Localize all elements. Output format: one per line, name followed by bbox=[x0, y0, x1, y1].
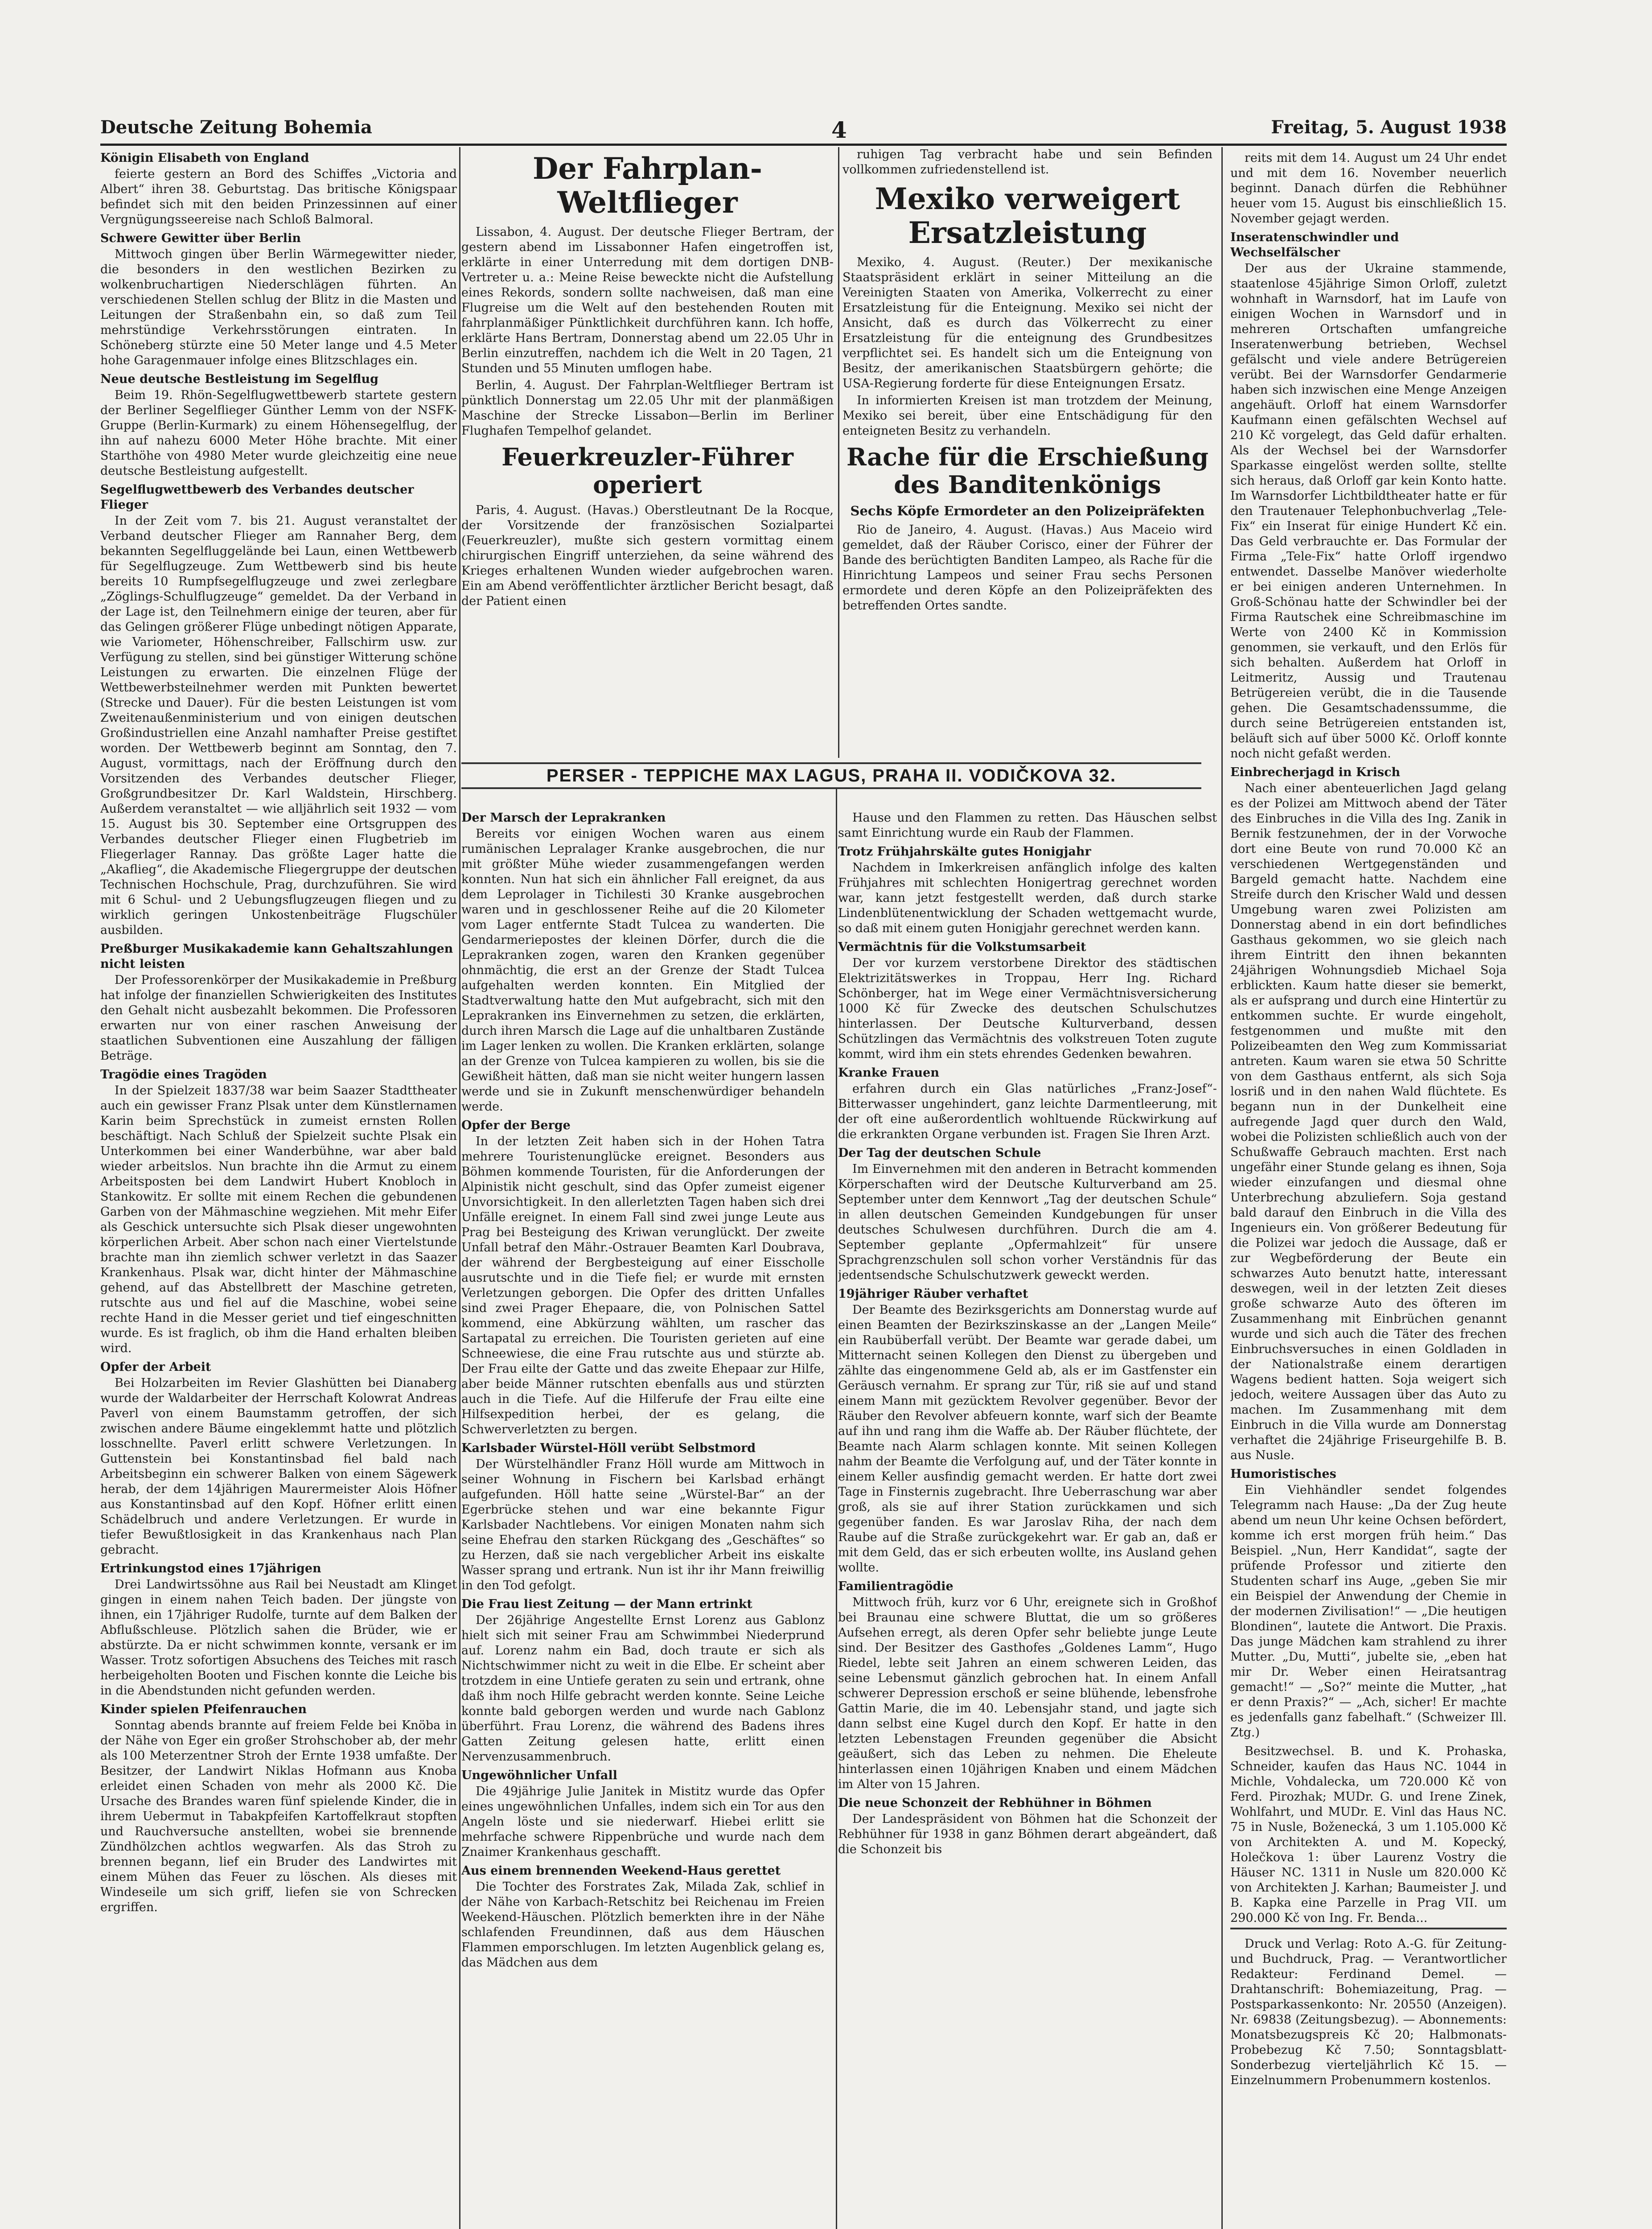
article bbox=[838, 1287, 1217, 1575]
article bbox=[461, 810, 825, 1114]
headline-mexiko: Mexiko verweigert Ersatzleistung bbox=[875, 181, 1180, 250]
article-headline: Neue deutsche Bestleistung im Segelflug bbox=[100, 372, 379, 386]
article bbox=[838, 1579, 1217, 1792]
column-rule bbox=[459, 147, 460, 2229]
article-body: In der Spielzeit 1837/38 war beim Saazer Stadttheater auch ein gewisser Franz Plsak unter dem Künstlernamen Karin beim Sprechstück in zumeist ernsten Rollen beschäftigt. Nach Schluß der Spielzeit suchte Plsak ein Unterkommen bei einer Wanderbühne, war aber bald wieder arbeitslos. Nun brachte ihn die Armut zu einem Arbeitsposten bei dem Landwirt Hubert Knobloch in Stankowitz. Er sollte mit einem Rechen die gebundenen Garben von der Mähmaschine wegziehen. Mit mehr Eifer als Geschick untersuchte sich Plsak dieser ungewohnten körperlichen Arbeit. Aber schon nach einer Viertelstunde brachte man ihn ziemlich schwer verletzt in das Saazer Krankenhaus. Plsak war, dicht hinter der Mähmaschine gehend, auf das Abstellbrett der Maschine getreten, rutschte aus und fiel auf die Maschine, wobei seine rechte Hand in die Messer geriet und tief eingeschnitten wurde. Es ist fraglich, ob ihm die Hand erhalten bleiben wird. bbox=[100, 1084, 457, 1355]
article-headline: Inseratenschwindler und Wechselfälscher bbox=[1230, 230, 1399, 259]
paper-name: Deutsche Zeitung Bohemia bbox=[100, 117, 372, 138]
article-body: reits mit dem 14. August um 24 Uhr endet und mit dem 16. November neuerlich beginnt. Danach dürfen die Rebhühner heuer vom 15. August bis einschließlich 15. November gejagt werden. bbox=[1230, 151, 1507, 226]
article-headline: Einbrecherjagd in Krisch bbox=[1230, 765, 1401, 779]
article bbox=[100, 1067, 457, 1356]
article-headline: Familientragödie bbox=[838, 1579, 953, 1593]
article-body: Ein Viehhändler sendet folgendes Telegramm nach Hause: „Da der Zug heute abend um neun Uhr keine Ochsen befördert, komme ich erst morgen früh heim.“ Das Beispiel. „Nun, Herr Kandidat“, sagte der prüfende Professor und zitierte den Studenten scharf ins Auge, „geben Sie mir ein Beispiel der Anwendung der Chemie in der modernen Zivilisation!“ — „Die heutigen Blondinen“, lautete die Antwort. Die Praxis. Das junge Mädchen kam strahlend zu ihrer Mutter. „Du, Mutti“, jubelte sie, „eben hat mir Dr. Weber einen Heiratsantrag gemacht!“ — „So?“ meinte die Mutter, „hat er denn Praxis?“ — „Ach, sicher! Er machte es jedenfalls ganz fabelhaft.“ (Schweizer Ill. Ztg.) bbox=[1230, 1483, 1507, 1740]
article bbox=[461, 1441, 825, 1593]
article bbox=[1230, 230, 1507, 761]
article bbox=[1230, 1744, 1507, 1926]
article-headline: Kranke Frauen bbox=[838, 1066, 939, 1080]
article-body: Die Tochter des Forstrates Zak, Milada Zak, schlief in der Nähe von Karbach-Retschitz bei Reichenau im Freien Weekend-Häuschen. Plötzlich bemerkten ihre in der Nähe schlafenden Freundinnen, daß aus dem Häuschen Flammen emporschlugen. Im letzten Augenblick gelang es, das Mädchen aus dem bbox=[461, 1880, 825, 1970]
article-body: Mexiko, 4. August. (Reuter.) Der mexikanische Staatspräsident erklärt in seiner Mitteilung an die Vereinigten Staaten von Amerika, Volkerrecht zu einer Ersatzleistung für die Enteignung. Mexiko sei nicht der Ansicht, daß es durch das Völkerrecht zu einer Ersatzleistung für die enteignung des Grundbesitzes verpflichtet sei. Es handelt sich um die Enteignung von Besitz, der amerikanischen Staatsbürgern gehörte; die USA-Regierung forderte für diese Enteignungen Ersatz. bbox=[842, 255, 1212, 391]
article-body: Im Einvernehmen mit den anderen in Betracht kommenden Körperschaften wird der Deutsche Kulturverband am 25. September unter dem Kennwort „Tag der deutschen Schule“ in allen deutschen Gemeinden Kundgebungen für unser deutsches Schulwesen durchführen. Durch die am 4. September geplante „Opfermahlzeit“ für unsere Sprachgrenzschulen soll schon vorher Verständnis für das jedentsendsche Schulschutzwerk geweckt werden. bbox=[838, 1162, 1217, 1282]
column-4 bbox=[1230, 147, 1507, 2229]
article-headline: Opfer der Berge bbox=[461, 1119, 571, 1132]
article bbox=[1230, 1467, 1507, 1740]
article-headline: Schwere Gewitter über Berlin bbox=[100, 231, 301, 245]
article-body: Paris, 4. August. (Havas.) Oberstleutnant De la Rocque, der Vorsitzende der französischen Sozialpartei (Feuerkreuzler), mußte sich gestern vormittag einem chirurgischen Eingriff unterziehen, da seine während des Krieges erhaltenen Wunden wieder aufgebrochen waren. Ein am Abend veröffentlichter ärztlicher Bericht besagt, daß der Patient einen bbox=[461, 503, 834, 608]
article-body: Der 26jährige Angestellte Ernst Lorenz aus Gablonz hielt sich mit seiner Frau am Schwimmbei Niederprund auf. Lorenz nahm ein Bad, doch traute er sich als Nichtschwimmer nicht zu weit in die Elbe. Er scheint aber trotzdem in eine Untiefe geraten zu sein und ertrank, ohne daß ihm noch Hilfe gebracht werden konnte. Seine Leiche konnte bald geborgen werden und wurde nach Gablonz überführt. Frau Lorenz, die während des Badens ihres Gatten Zeitung gelesen hatte, erlitt einen Nervenzusammenbruch. bbox=[461, 1613, 825, 1764]
page-number: 4 bbox=[831, 117, 847, 143]
article-headline: Tragödie eines Tragöden bbox=[100, 1068, 267, 1082]
article bbox=[100, 1702, 457, 1915]
article-headline: Segelflugwettbewerb des Verbandes deutscher Flieger bbox=[100, 483, 414, 512]
article-body: ruhigen Tag verbracht habe und sein Befinden vollkommen zufriedenstellend ist. bbox=[842, 148, 1212, 177]
article-headline: Humoristisches bbox=[1230, 1467, 1336, 1481]
article-body: Der aus der Ukraine stammende, staatenlose 45jährige Simon Orloff, zuletzt wohnhaft in Warnsdorf, hat im Laufe von einigen Wochen in Warnsdorf und in mehreren Ortschaften umfangreiche Inseratenwerbung betrieben, Wechsel gefälscht und viele andere Betrügereien verübt. Bei der Warnsdorfer Gendarmerie haben sich inzwischen eine Menge Anzeigen angehäuft. Orloff hat einem Warnsdorfer Kaufmann einen gefälschten Wechsel auf 210 Kč vorgelegt, das Geld dafür erhalten. Als der Wechsel bei der Warnsdorfer Sparkasse eingelöst werden sollte, stellte sich heraus, daß Orloff gar kein Konto hatte. Im Warnsdorfer Lichtbildtheater hatte er für den Trautenauer Telephonbuchverlag „Tele-Fix“ ein Inserat für einige Hundert Kč ein. Das Geld verbrauchte er. Das Formular der Firma „Tele-Fix“ hatte Orloff irgendwo entwendet. Dasselbe Manöver wiederholte er bei einigen anderen Unternehmen. In Groß-Schönau hatte der Schwindler bei der Firma Rautschek eine Schreibmaschine im Werte von 2400 Kč in Kommission genommen, sie verkauft, und den Erlös für sich behalten. Außerdem hat Orloff in Leitmeritz, Aussig und Trautenau Betrügereien verübt, die in die Tausende gehen. Die Gesamtschadenssumme, die durch seine Betrügereien entstanden ist, beläuft sich auf über 5000 Kč. Orloff konnte noch nicht gefaßt werden. bbox=[1230, 262, 1507, 761]
article-body: Hause und den Flammen zu retten. Das Häuschen selbst samt Einrichtung wurde ein Raub der Flammen. bbox=[838, 811, 1217, 840]
article-headline: Die Frau liest Zeitung — der Mann ertrinkt bbox=[461, 1597, 752, 1611]
article bbox=[838, 1146, 1217, 1283]
headline-banditenkoenig: Rache für die Erschießung des Banditenkönigs bbox=[847, 443, 1208, 499]
article bbox=[461, 1768, 825, 1860]
article-headline: Preßburger Musikakademie kann Gehaltszahlungen nicht leisten bbox=[100, 942, 453, 971]
article bbox=[100, 372, 457, 479]
article-headline: Der Marsch der Leprakranken bbox=[461, 811, 666, 825]
article-body: Beim 19. Rhön-Segelflugwettbewerb startete gestern der Berliner Segelflieger Günther Lemm von der NSFK-Gruppe (Berlin-Kurmark) zu einem Höhensegelflug, der ihn auf nahezu 6000 Meter Höhe brachte. Mit einer Starthöhe von 4980 Meter wurde gleichzeitig eine neue deutsche Bestleistung aufgestellt. bbox=[100, 388, 457, 478]
column-rule bbox=[836, 789, 837, 2229]
article-headline: Ungewöhnlicher Unfall bbox=[461, 1768, 617, 1782]
article bbox=[100, 1360, 457, 1558]
article bbox=[461, 1597, 825, 1764]
column-2-top bbox=[461, 147, 834, 749]
article bbox=[838, 810, 1217, 841]
article bbox=[1230, 765, 1507, 1463]
article-body: Nach einer abenteuerlichen Jagd gelang es der Polizei am Mittwoch abend der Täter des Einbruches in die Villa des Ing. Zanik in Bernik festzunehmen, der in der Vorwoche dort eine Beute von rund 70.000 Kč an verschiedenen Wertgegenständen und Bargeld gemacht hatte. Nachdem eine Streife durch den Krischer Wald und dessen Umgebung waren zwei Polizisten am Donnerstag abend in ein dort befindliches Gasthaus gekommen, wo sie gleich nach ihrem Eintritt den ihnen bekannten 24jährigen Wohnungsdieb Michael Soja erblickten. Kaum hatte dieser sie bemerkt, als er aufsprang und durch eine Hintertür zu entkommen suchte. Er wurde eingeholt, festgenommen und mußte mit den Polizeibeamten den Weg zum Kommissariat antreten. Kaum waren sie etwa 50 Schritte von dem Gasthaus entfernt, als sich Soja losriß und in den nahen Wald flüchtete. Es begann nun in der Dunkelheit eine aufregende Jagd quer durch den Wald, wobei die Polizisten schließlich auch von der Schußwaffe Gebrauch machten. Erst nach ungefähr einer Stunde gelang es ihnen, Soja wieder einzufangen und diesmal ohne Unterbrechung abzuliefern. Soja gestand bald darauf den Einbruch in die Villa des Ingenieurs ein. Von größerer Bedeutung für die Polizei war jedoch die Aussage, daß er zur Wegbeförderung der Beute ein schwarzes Auto benutzt hatte, interessant deswegen, weil in der letzten Zeit dieses große schwarze Auto des öfteren im Zusammenhang mit Einbrüchen genannt wurde und sich auch die Täter des frechen Einbruchsversuches in einen Goldladen in der Nationalstraße einem derartigen Wagens bedient hatten. Soja weigert sich jedoch, weitere Aussagen über das Auto zu machen. Im Zusammenhang mit dem Einbruch in die Villa wurde am Donnerstag verhaftet die 24jährige Friseurgehilfe B. B. aus Nusle. bbox=[1230, 781, 1507, 1462]
article-body: Bei Holzarbeiten im Revier Glashütten bei Dianaberg wurde der Waldarbeiter der Herrschaft Kolowrat Andreas Paverl von einem Baumstamm getroffen, der sich zwischen andere Bäume eingeklemmt hatte und plötzlich losschnellte. Paverl erlitt schwere Verletzungen. In Guttenstein bei Konstantinsbad fiel bald nach Arbeitsbeginn ein schwerer Balken von einem Sägewerk herab, der dem 14jährigen Maurermeister Alois Höfner aus Konstantinsbad auf den Kopf. Höfner erlitt einen Schädelbruch und andere Verletzungen. Er wurde in tiefer Bewußtlosigkeit in das Krankenhaus nach Plan gebracht. bbox=[100, 1376, 457, 1557]
article bbox=[838, 940, 1217, 1062]
article-body: Der Landespräsident von Böhmen hat die Schonzeit der Rebhühner für 1938 in ganz Böhmen derart abgeändert, daß die Schonzeit bis bbox=[838, 1812, 1217, 1856]
article bbox=[100, 482, 457, 938]
article-headline: Karlsbader Würstel-Höll verübt Selbstmord bbox=[461, 1441, 756, 1455]
article bbox=[100, 151, 457, 227]
article bbox=[838, 844, 1217, 936]
column-1 bbox=[100, 147, 457, 2229]
article-headline: Trotz Frühjahrskälte gutes Honigjahr bbox=[838, 845, 1091, 859]
article-body: Mittwoch früh, kurz vor 6 Uhr, ereignete sich in Großhof bei Braunau eine schwere Bluttat, die um so größeres Aufsehen erregt, als deren Opfer sehr beliebte junge Leute sind. Der Besitzer des Gasthofes „Goldenes Lamm“, Hugo Riedel, lebte seit Jahren an einem schweren Leiden, das seine Lebensmut gänzlich gebrochen hat. In einem Anfall schwerer Depression erschoß er seine blühende, lebensfrohe Gattin Marie, die im 40. Lebensjahr stand, und jagte sich dann selbst eine Kugel durch den Kopf. Er hatte in den letzten Lebenstagen Freunden gegenüber die Absicht geäußert, sich das Leben zu nehmen. Die Eheleute hinterlassen einen 10jährigen Knaben und einem Mädchen im Alter von 15 Jahren. bbox=[838, 1596, 1217, 1791]
article-headline: Vermächtnis für die Volkstumsarbeit bbox=[838, 940, 1086, 954]
article-body: Rio de Janeiro, 4. August. (Havas.) Aus Maceio wird gemeldet, daß der Räuber Corisco, einer der Führer der Bande des berüchtigten Banditen Lampeo, als Rache für die Hinrichtung Lampeos und seiner Frau sechs Personen ermordete und deren Köpfe an den Polizeipräfekten des betreffenden Ortes sandte. bbox=[842, 523, 1212, 613]
article-headline: Die neue Schonzeit der Rebhühner in Böhmen bbox=[838, 1796, 1152, 1810]
article-body: Der Professorenkörper der Musikakademie in Preßburg hat infolge der finanziellen Schwierigkeiten des Institutes den Gehalt nicht ausbezahlt bekommen. Die Professoren erwarten nur von einer raschen Anweisung der staatlichen Subventionen eine Auszahlung der fälligen Beträge. bbox=[100, 973, 457, 1063]
article-body: Der Beamte des Bezirksgerichts am Donnerstag wurde auf einen Beamten der Bezirkszinskasse an der „Langen Meile“ ein Raubüberfall verübt. Der Beamte war gerade dabei, um Mitternacht seinen Kollegen den Dienst zu übergeben und zählte das eingenommene Geld ab, als er im Gastfenster ein Geräusch vernahm. Er sprang zur Tür, riß sie auf und stand einem Mann mit gezücktem Revolver gegenüber. Bevor der Räuber den Revolver abfeuern konnte, warf sich der Beamte auf ihn und rang ihm die Waffe ab. Der Räuber flüchtete, der Beamte nach Alarm schlagen konnte. Mit seinen Kollegen nahm der Beamte die Verfolgung auf, und der Täter konnte in einem Keller ausfindig gemacht werden. Er hatte dort zwei Tage in Finsternis zugebracht. Ihre Ueberraschung war aber groß, als sie auf ihrer Station zurückkamen und sich gegenüber fanden. Es war Jaroslav Riha, der nach dem Raube auf die Straße zurückgekehrt war. Er gab an, daß er mit dem Geld, das er sich erbeuten wollte, ins Ausland gehen wollte. bbox=[838, 1303, 1217, 1575]
issue-date: Freitag, 5. August 1938 bbox=[1271, 117, 1507, 138]
article-headline: Opfer der Arbeit bbox=[100, 1360, 211, 1374]
advertisement-banner: PERSER - TEPPICHE MAX LAGUS, PRAHA II. VODIČKOVA 32. bbox=[461, 762, 1201, 789]
article-body: Der vor kurzem verstorbene Direktor des städtischen Elektrizitätswerkes in Troppau, Herr Ing. Richard Schönberger, hat im Wege einer Vermächtnisversicherung 1000 Kč für Zwecke des deutschen Schulschutzes hinterlassen. Der Deutsche Kulturverband, dessen Schützlingen das Vermächtnis des volkstreuen Toten zugute kommt, wird ihm ein stets ehrendes Gedenken bewahren. bbox=[838, 956, 1217, 1061]
article-body: In der letzten Zeit haben sich in der Hohen Tatra mehrere Touristenunglücke ereignet. Besonders aus Böhmen kommende Touristen, für die Anforderungen der Alpinistik nicht geschult, sind das Opfer zumeist eigener Unvorsichtigkeit. In den allerletzten Tagen haben sich drei Unfälle ereignet. In einem Fall sind zwei junge Leute aus Prag bei Besteigung des Kriwan verunglückt. Der zweite Unfall betraf den Mähr.-Ostrauer Beamten Karl Doubrava, der während der Bergbesteigung auf einer Eisscholle ausrutschte und in die Tiefe fiel; er wurde mit ernsten Verletzungen geborgen. Die Opfer des dritten Unfalles sind zwei Prager Ehepaare, die, von Polnischen Sattel kommend, eine Abkürzung wählten, um rascher das Sartapatal zu erreichen. Die Touristen gerieten auf eine Schneewiese, die eine Frau rutschte aus und stürzte ab. Der Frau eilte der Gatte und das zweite Ehepaar zur Hilfe, aber beide Männer rutschten ebenfalls aus und stürzten auch in die Tiefe. Auf die Hilferufe der Frau eilte eine Hilfsexpedition herbei, der es gelang, die Schwerverletzten zu bergen. bbox=[461, 1135, 825, 1436]
column-3-bottom bbox=[838, 807, 1217, 2229]
article bbox=[838, 1065, 1217, 1142]
article-headline: Aus einem brennenden Weekend-Haus gerettet bbox=[461, 1864, 781, 1878]
article bbox=[100, 231, 457, 368]
article-headline: Der Tag der deutschen Schule bbox=[838, 1146, 1041, 1160]
article bbox=[1230, 151, 1507, 226]
column-rule bbox=[1221, 147, 1223, 2229]
article-headline: Königin Elisabeth von England bbox=[100, 151, 309, 165]
column-2-bottom bbox=[461, 807, 825, 2229]
column-3-top bbox=[842, 147, 1212, 749]
article-body: Bereits vor einigen Wochen waren aus einem rumänischen Lepralager Kranke ausgebrochen, die nur mit größter Mühe wieder zusammengefangen werden konnten. Nun hat sich ein ähnlicher Fall ereignet, da aus dem Leprolager in Tichilesti 30 Kranke ausgebrochen waren und in geschlossener Reihe auf die 20 Kilometer vom Lager entfernte Stadt Tulcea zu wanderten. Die Gendarmeriepostes der kleinen Dörfer, durch die die Leprakranken zogen, waren den Kranken gegenüber ohnmächtig, die erst an der Grenze der Stadt Tulcea aufgehalten werden konnten. Ein Mitglied der Stadtverwaltung hatte den Mut aufgebracht, sich mit den Leprakranken ins Einvernehmen zu setzen, die erklärten, durch ihren Marsch die Lage auf die unhaltbaren Zustände im Lager lenken zu wollen. Die Kranken erklärten, solange an der Grenze von Tulcea kampieren zu wollen, bis sie die Gewißheit hätten, daß man sie nicht weiter hungern lassen werde und sie in Zukunft menschenwürdiger behandeln werde. bbox=[461, 827, 825, 1114]
article-headline: Kinder spielen Pfeifenrauchen bbox=[100, 1703, 307, 1716]
article-body: feierte gestern an Bord des Schiffes „Victoria and Albert“ ihren 38. Geburtstag. Das britische Königspaar befindet sich mit den beiden Prinzessinnen auf einer Vergnügungsseereise nach Schloß Balmoral. bbox=[100, 167, 457, 226]
article-body: Lissabon, 4. August. Der deutsche Flieger Bertram, der gestern abend im Lissabonner Hafen eingetroffen ist, erklärte in einer Unterredung mit dem dortigen DNB-Vertreter u. a.: Meine Reise beweckte nicht die Aufstellung eines Rekords, sondern sollte nachweisen, daß man eine Flugreise um die Welt auf den bestehenden Routen mit fahrplanmäßiger Pünktlichkeit durchführen kann. Ich hoffe, erklärte Hans Bertram, Donnerstag abend um 22.05 Uhr in Berlin einzutreffen, nachdem ich die Welt in 20 Tagen, 21 Stunden und 55 Minuten umflogen habe. bbox=[461, 225, 834, 375]
headline-weltflieger: Der Fahrplan-Weltflieger bbox=[532, 151, 763, 220]
article bbox=[100, 942, 457, 1064]
article-body: In der Zeit vom 7. bis 21. August veranstaltet der Verband deutscher Flieger am Rannaher Berg, dem bekannten Segelfluggelände bei Laun, einen Wettbewerb für Segelflugzeuge. Zum Wettbewerb sind bis heute bereits 10 Rumpfsegelflugzeuge und zwei zerlegbare „Zöglings-Schulflugzeuge“ gemeldet. Da der Verband in der Lage ist, den Teilnehmern einige der teuren, aber für das Gelingen größerer Flüge unbedingt nötigen Apparate, wie Variometer, Höhenschreiber, Fallschirm usw. zur Verfügung zu stellen, sind bei günstiger Witterung schöne Leistungen zu erwarten. Die einzelnen Flüge der Wettbewerbsteilnehmer werden mit Punkten bewertet (Strecke und Dauer). Für die besten Leistungen ist vom Zweitenaußenministerium und von einigen deutschen Großindustriellen eine Anzahl namhafter Preise gestiftet worden. Der Wettbewerb beginnt am Sonntag, den 7. August, vormittags, nach der Eröffnung durch den Vorsitzenden des Verbandes deutscher Flieger, Großgrundbesitzer Dr. Karl Waldstein, Hirschberg. Außerdem veranstaltet — wie alljährlich seit 1932 — vom 15. August bis 30. September eine Ortsgruppen des Verbandes deutscher Flieger einen Flugbetrieb im Fliegerlager Rannay. Das größte Lager hatte die „Akaflieg“, die Akademische Fliegergruppe der deutschen Technischen Hochschule, Prag, durchzuführen. Sie wird mit 6 Schul- und 2 Uebungsflugzeugen fliegen und zu wirklich geringen Unkostenbeiträge Flugschüler ausbilden. bbox=[100, 514, 457, 937]
article-body: Mittwoch gingen über Berlin Wärmegewitter nieder, die besonders in den westlichen Bezirken zu wolkenbruchartigen Niederschlägen führten. An verschiedenen Stellen schlug der Blitz in die Masten und Leitungen der Straßenbahn ein, so daß zum Teil mehrstündige Verkehrsstörungen eintraten. In Schöneberg stürzte eine 50 Meter lange und 4.5 Meter hohe Garagenmauer infolge eines Blitzschlages ein. bbox=[100, 247, 457, 367]
headline-feuerkreuzler: Feuerkreuzler-Führer operiert bbox=[501, 443, 793, 499]
column-rule bbox=[838, 147, 839, 758]
article bbox=[838, 1796, 1217, 1857]
article bbox=[461, 1118, 825, 1437]
masthead bbox=[100, 117, 1507, 146]
article-body: Nachdem in Imkerkreisen anfänglich infolge des kalten Frühjahres mit schlechten Honigertrag gerechnet worden war, kann jetzt festgestellt werden, daß durch starke Lindenblütenentwicklung der Schaden wettgemacht wurde, so daß mit einem guten Honigjahr gerechnet werden kann. bbox=[838, 861, 1217, 935]
article-body: Berlin, 4. August. Der Fahrplan-Weltflieger Bertram ist pünktlich Donnerstag um 22.05 Uhr mit der planmäßigen Maschine der Strecke Lissabon—Berlin im Berliner Flughafen Tempelhof gelandet. bbox=[461, 378, 834, 438]
article-body: Drei Landwirtssöhne aus Rail bei Neustadt am Klinget gingen in einem nahen Teich baden. Der jüngste von ihnen, ein 17jähriger Rudolfe, turnte auf dem Balken der Abflußschleuse. Plötzlich sahen die Brüder, wie er abstürzte. Da er nicht schwimmen konnte, versank er im Wasser. Trotz sofortigen Absuchens des Teiches mit rasch herbeigeholten Booten und Fischen konnte die Leiche bis in die Abendstunden nicht gefunden werden. bbox=[100, 1578, 457, 1698]
article-body: Der Würstelhändler Franz Höll wurde am Mittwoch in seiner Wohnung in Fischern bei Karlsbad erhängt aufgefunden. Höll hatte seine „Würstel-Bar“ an der Egerbrücke stehen und war eine bekannte Figur Karlsbader Nachtlebens. Vor einigen Monaten nahm sich seine Ehefrau den starken Rückgang des „Geschäftes“ so zu Herzen, daß sie nach vergeblicher Arbeit ins eiskalte Wasser sprang und ertrank. Nun ist ihr ihr Mann freiwillig in den Tod gefolgt. bbox=[461, 1457, 825, 1592]
article bbox=[461, 1863, 825, 1970]
imprint-text: Druck und Verlag: Roto A.-G. für Zeitung- und Buchdruck, Prag. — Verantwortlicher Redakteur: Ferdinand Demel. — Drahtanschrift: Bohemiazeitung, Prag. — Postsparkassenkonto: Nr. 20550 (Anzeigen). Nr. 69838 (Zeitungsbezug). — Abonnements: Monatsbezugspreis Kč 20; Halbmonats-Probebezug Kč 7.50; Sonntagsblatt-Sonderbezug vierteljährlich Kč 15. — Einzelnummern Probenummern kostenlos. bbox=[1230, 1937, 1507, 2087]
article-body: erfahren durch ein Glas natürliches „Franz-Josef“-Bitterwasser ungehindert, ganz leichte Darmentleerung, mit der oft eine außerordentlich wohltuende Rückwirkung auf die erkrankten Organe verbunden ist. Fragen Sie Ihren Arzt. bbox=[838, 1082, 1217, 1141]
imprint bbox=[1230, 1928, 1507, 2088]
subheadline: Sechs Köpfe Ermordeter an den Polizeipräfekten bbox=[850, 503, 1205, 518]
article-headline: 19jähriger Räuber verhaftet bbox=[838, 1287, 1028, 1301]
article-body: Sonntag abends brannte auf freiem Felde bei Knöba in der Nähe von Eger ein großer Strohschober ab, der mehr als 100 Meterzentner Stroh der Ernte 1938 umfaßte. Der Besitzer, der Landwirt Niklas Hofmann aus Knoba erleidet einen Schaden von mehr als 2000 Kč. Die Ursache des Brandes waren fünf spielende Kinder, die in ihrem Uebermut in Tabakpfeifen Kartoffelkraut stopften und Rauchversuche anstellten, wobei sie brennende Zündhölzchen achtlos wegwarfen. Als das Stroh zu brennen begann, lief ein Bruder des Landwirtes mit einem Mühen das Feuer zu löschen. Als dieses mit Windeseile um sich griff, liefen sie von Schrecken ergriffen. bbox=[100, 1719, 457, 1914]
article-headline: Ertrinkungstod eines 17jährigen bbox=[100, 1562, 321, 1575]
article-body: Besitzwechsel. B. und K. Prohaska, Schneider, kaufen das Haus NC. 1044 in Michle, Vohdalecka, um 720.000 Kč von Ferd. Pirozhak; MUDr. G. und Irene Zinek, Wohlfahrt, und MUDr. E. Vinl das Haus NC. 75 in Nusle, Boženecká, 3 um 1.105.000 Kč von Architekten A. und M. Kopecký, Holečkova 1: über Laurenz Vostry die Häuser NC. 1311 in Nusle um 820.000 Kč von Architekten J. Karhan; Baumeister J. und B. Kapka eine Parzelle in Prag VII. um 290.000 Kč von Ing. Fr. Benda... bbox=[1230, 1744, 1507, 1925]
article bbox=[100, 1561, 457, 1698]
article-body: Die 49jährige Julie Janitek in Mistitz wurde das Opfer eines ungewöhnlichen Unfalles, indem sich ein Tor aus den Angeln löste und sie niederwarf. Hiebei erlitt sie mehrfache schwere Rippenbrüche und wurde nach dem Znaimer Krankenhaus geschafft. bbox=[461, 1785, 825, 1859]
article-body: In informierten Kreisen ist man trotzdem der Meinung, Mexiko sei bereit, über eine Entschädigung für den enteigneten Besitz zu verhandeln. bbox=[842, 394, 1212, 438]
